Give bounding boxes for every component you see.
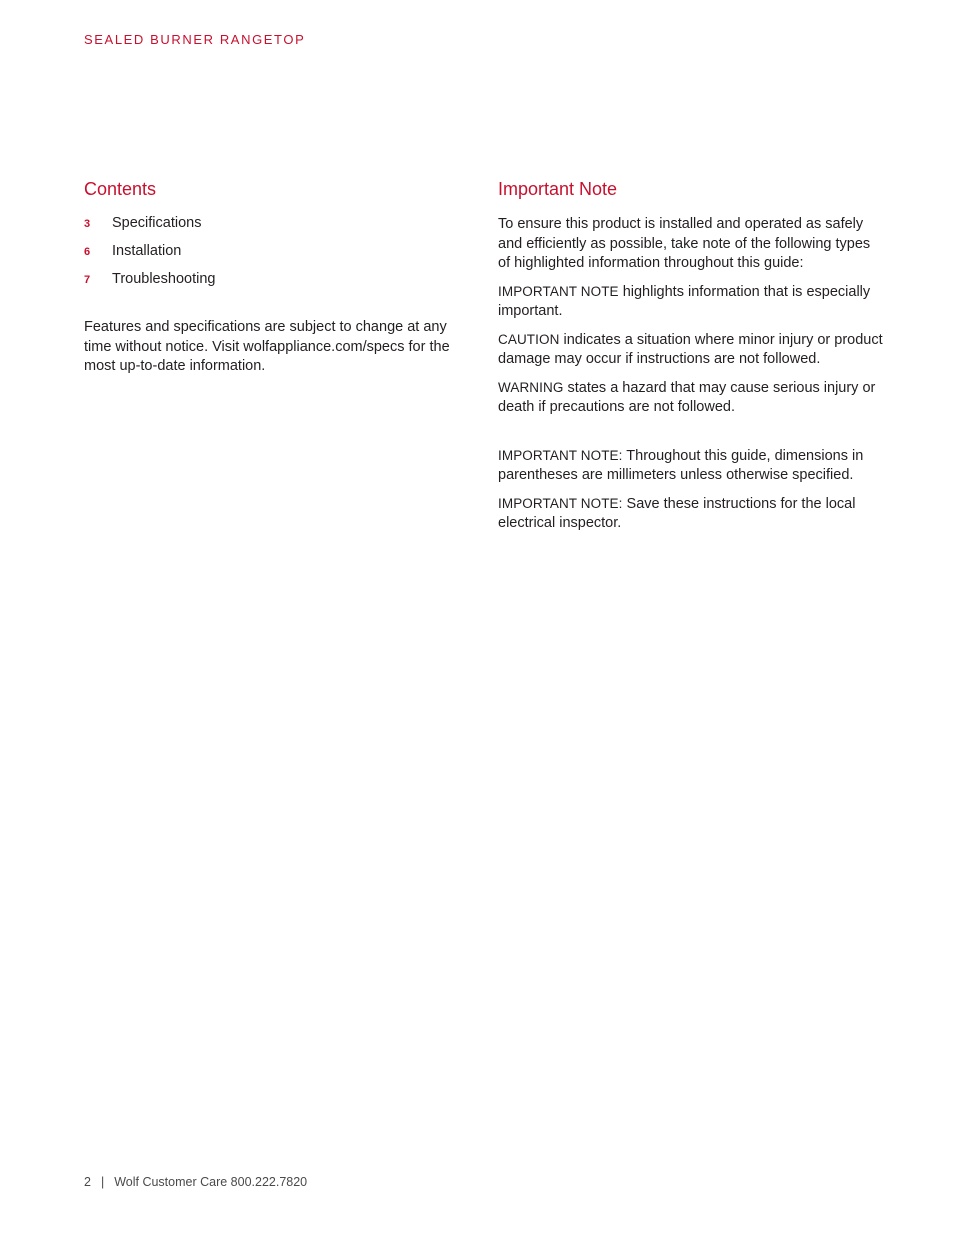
definition-term: IMPORTANT NOTE: [498, 283, 619, 299]
toc-page-number: 3: [84, 218, 91, 230]
important-note-heading: Important Note: [498, 179, 618, 199]
specs-disclaimer: Features and specifications are subject to change at any time without notice. Visit wolfappliance.com/specs for the most up-to-date information.: [84, 319, 450, 374]
definition-text: indicates a situation where minor injury or product damage may occur if instructions are not followed.: [498, 331, 883, 367]
toc-item-troubleshooting[interactable]: [84, 271, 454, 299]
document-header-title: SEALED BURNER RANGETOP: [84, 32, 306, 47]
note-term: IMPORTANT NOTE:: [498, 495, 623, 511]
toc-page-number: 7: [84, 274, 91, 286]
note-term: IMPORTANT NOTE:: [498, 447, 623, 463]
definition-text: highlights information that is especially important.: [498, 283, 871, 319]
toc-list: [84, 215, 454, 299]
important-note-section: [498, 178, 883, 542]
definition-warning: [498, 378, 883, 418]
contents-heading: Contents: [84, 179, 157, 199]
important-note-intro: To ensure this product is installed and operated as safely and efficiently as possible, take note of the following types of highlighted information throughout this guide:: [498, 216, 871, 271]
definition-text: states a hazard that may cause serious injury or death if precautions are not followed.: [498, 379, 876, 415]
toc-page-number: 6: [84, 246, 91, 258]
definition-important-note: [498, 282, 883, 322]
footer-separator: |: [100, 1175, 105, 1189]
section-spacer: [498, 426, 883, 446]
note-text: Throughout this guide, dimensions in parentheses are millimeters unless otherwise specified.: [498, 447, 864, 483]
toc-label: Troubleshooting: [112, 271, 216, 287]
note-dimensions: [498, 446, 883, 486]
definition-term: WARNING: [498, 379, 564, 395]
note-save-instructions: [498, 494, 883, 534]
toc-item-specifications[interactable]: [84, 215, 454, 243]
contents-section: [84, 178, 454, 377]
page-footer: [84, 1175, 307, 1189]
footer-customer-care: Wolf Customer Care 800.222.7820: [114, 1175, 308, 1189]
toc-item-installation[interactable]: [84, 243, 454, 271]
toc-label: Installation: [112, 243, 182, 259]
toc-label: Specifications: [112, 215, 202, 231]
definition-term: CAUTION: [498, 331, 560, 347]
definition-caution: [498, 330, 883, 370]
note-text: Save these instructions for the local electrical inspector.: [498, 495, 856, 531]
footer-page-number: 2: [84, 1175, 91, 1189]
